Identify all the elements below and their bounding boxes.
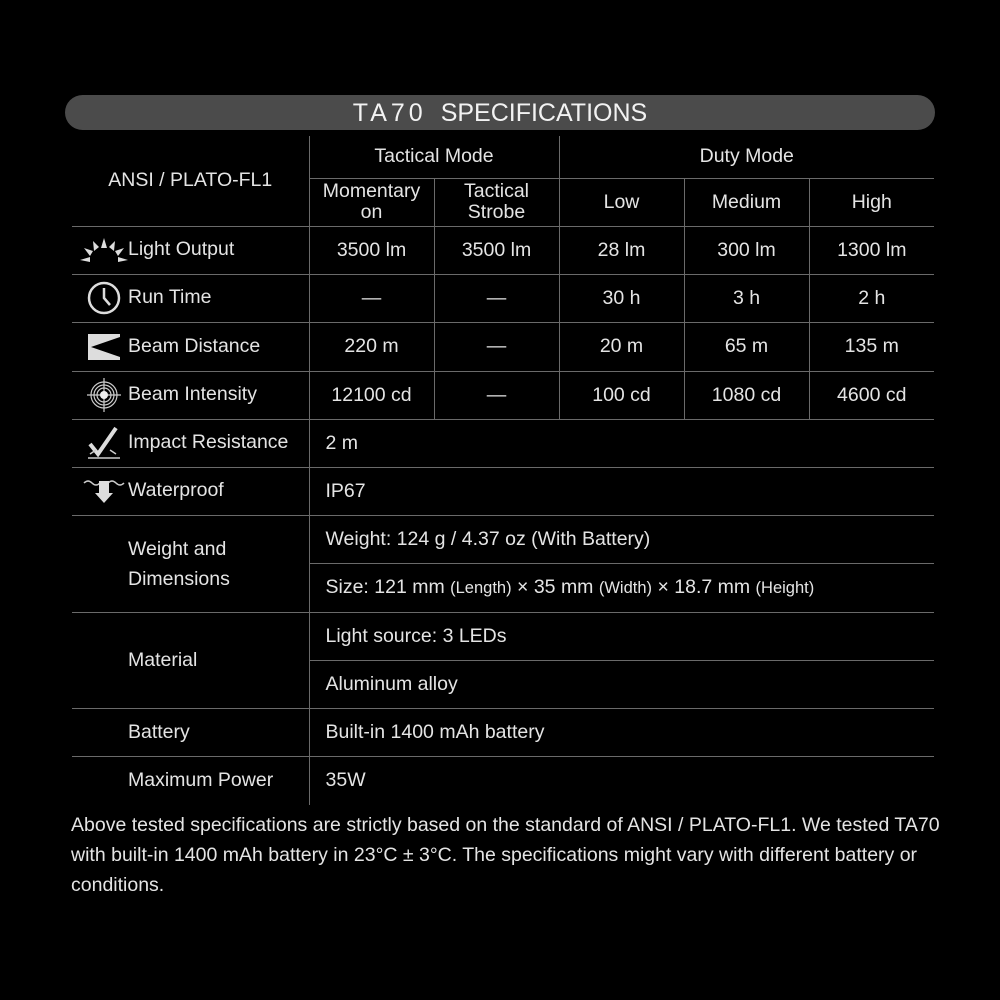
clock-icon — [80, 281, 128, 315]
battery-label: Battery — [72, 708, 309, 756]
cell: 4600 cd — [809, 371, 934, 419]
waterproof-icon — [80, 477, 128, 505]
medium-header: Medium — [684, 178, 809, 226]
cell: 135 m — [809, 322, 934, 371]
light-source-value: Light source: 3 LEDs — [309, 612, 934, 660]
cell: 3500 lm — [434, 226, 559, 274]
tactical-mode-header: Tactical Mode — [309, 136, 559, 178]
cell: 1300 lm — [809, 226, 934, 274]
row-label: Beam Distance — [128, 334, 261, 357]
standard-header: ANSI / PLATO-FL1 — [108, 169, 273, 192]
size-width: × 35 mm — [511, 576, 599, 598]
row-label: Impact Resistance — [128, 431, 289, 454]
weight-dimensions-label: Weight and Dimensions — [72, 515, 309, 612]
table-row — [72, 756, 934, 805]
weight-value: Weight: 124 g / 4.37 oz (With Battery) — [309, 515, 934, 563]
table-row — [72, 419, 934, 467]
cell: 3500 lm — [309, 226, 434, 274]
height-unit: (Height) — [755, 579, 815, 597]
sun-rays-icon — [80, 236, 128, 264]
model-name: TA70 — [352, 99, 427, 127]
cell: — — [434, 371, 559, 419]
low-header: Low — [559, 178, 684, 226]
cell: 3 h — [684, 274, 809, 322]
impact-value: 2 m — [309, 419, 934, 467]
cell: 20 m — [559, 322, 684, 371]
cell: 100 cd — [559, 371, 684, 419]
material-label: Material — [72, 612, 309, 708]
cell: — — [434, 274, 559, 322]
momentary-header: Momentary on — [309, 178, 434, 226]
row-label: Light Output — [128, 238, 235, 261]
max-power-value: 35W — [309, 756, 934, 805]
impact-icon — [80, 426, 128, 460]
cell: 300 lm — [684, 226, 809, 274]
table-row — [72, 322, 934, 371]
specifications-table — [72, 136, 934, 805]
max-power-label: Maximum Power — [72, 756, 309, 805]
cell: 12100 cd — [309, 371, 434, 419]
duty-mode-header: Duty Mode — [559, 136, 934, 178]
footnote: Above tested specifications are strictly based on the standard of ANSI / PLATO-FL1. We tested TA70 with built-in 1400 mAh battery in 23°C ± 3°C. The specifications might vary with different battery or conditions. — [71, 814, 940, 896]
waterproof-value: IP67 — [309, 467, 934, 515]
row-label: Beam Intensity — [128, 383, 257, 406]
size-length: Size: 121 mm — [325, 576, 451, 598]
cell: — — [434, 322, 559, 371]
beam-distance-icon — [80, 333, 128, 361]
table-row — [72, 467, 934, 515]
cell: — — [309, 274, 434, 322]
cell: 1080 cd — [684, 371, 809, 419]
table-row — [72, 226, 934, 274]
specifications-title-bar — [65, 95, 935, 130]
cell: 65 m — [684, 322, 809, 371]
cell: 2 h — [809, 274, 934, 322]
cell: 30 h — [559, 274, 684, 322]
table-row — [72, 708, 934, 756]
tactical-strobe-header: Tactical Strobe — [434, 178, 559, 226]
table-row — [72, 274, 934, 322]
cell: 28 lm — [559, 226, 684, 274]
title-label: SPECIFICATIONS — [440, 99, 648, 127]
length-unit: (Length) — [450, 579, 512, 597]
table-row — [72, 371, 934, 419]
high-header: High — [809, 178, 934, 226]
table-row — [72, 515, 934, 563]
row-label: Waterproof — [128, 479, 224, 502]
target-icon — [80, 377, 128, 413]
battery-value: Built-in 1400 mAh battery — [309, 708, 934, 756]
width-unit: (Width) — [598, 579, 653, 597]
size-value — [309, 563, 934, 612]
cell: 220 m — [309, 322, 434, 371]
table-row — [72, 612, 934, 660]
row-label: Run Time — [128, 286, 212, 309]
material-value: Aluminum alloy — [309, 660, 934, 708]
size-height: × 18.7 mm — [652, 576, 756, 598]
